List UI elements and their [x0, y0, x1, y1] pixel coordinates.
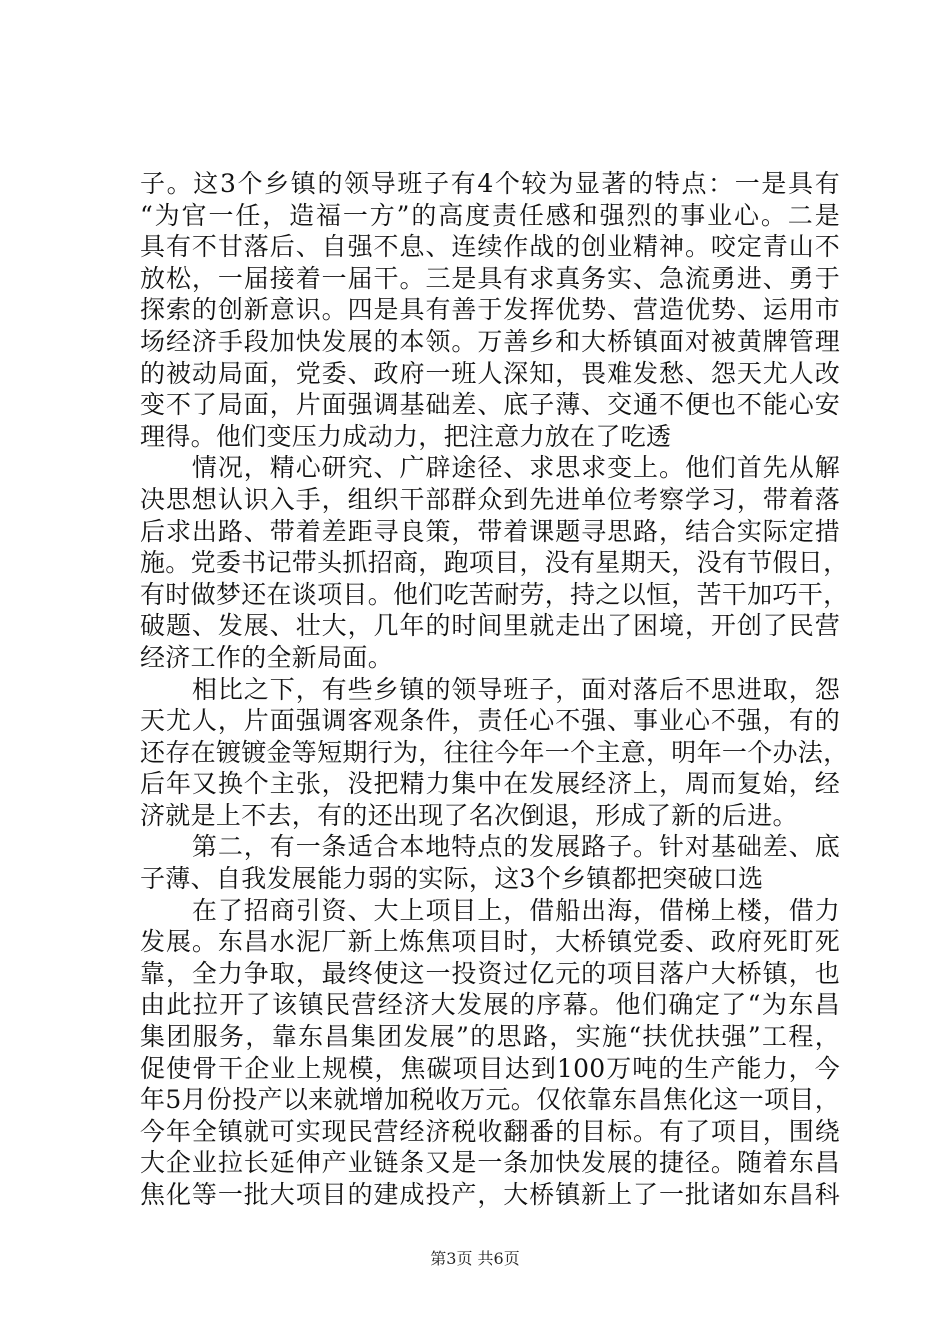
text-line: 放松，一届接着一届干。三是具有求真务实、急流勇进、勇于 — [140, 263, 840, 293]
text-line: 第二，有一条适合本地特点的发展路子。针对基础差、底 — [140, 832, 840, 862]
text-line: 今年全镇就可实现民营经济税收翻番的目标。有了项目，围绕 — [140, 1116, 840, 1146]
document-body — [140, 168, 849, 1211]
text-line: 济就是上不去，有的还出现了名次倒退，形成了新的后进。 — [140, 800, 798, 830]
text-line: 集团服务，靠东昌集团发展”的思路，实施“扶优扶强”工程， — [140, 1022, 840, 1052]
text-line: 经济工作的全新局面。 — [140, 642, 394, 672]
text-line: 情况，精心研究、广辟途径、求思求变上。他们首先从解 — [140, 453, 840, 483]
text-line: 大企业拉长延伸产业链条又是一条加快发展的捷径。随着东昌 — [140, 1148, 840, 1178]
text-line: 天尤人，片面强调客观条件，责任心不强、事业心不强，有的 — [140, 706, 840, 736]
text-line: 由此拉开了该镇民营经济大发展的序幕。他们确定了“为东昌 — [140, 990, 840, 1020]
text-line: 促使骨干企业上规模，焦碳项目达到100万吨的生产能力，今 — [140, 1053, 840, 1083]
text-line: 在了招商引资、大上项目上，借船出海，借梯上楼，借力 — [140, 895, 840, 925]
text-line: 破题、发展、壮大，几年的时间里就走出了困境，开创了民营 — [140, 611, 840, 641]
text-line: 决思想认识入手，组织干部群众到先进单位考察学习，带着落 — [140, 484, 840, 514]
text-line: 有时做梦还在谈项目。他们吃苦耐劳，持之以恒，苦干加巧干， — [140, 579, 849, 609]
page-number-footer: 第3页 共6页 — [430, 1249, 520, 1268]
text-line: 焦化等一批大项目的建成投产，大桥镇新上了一批诸如东昌科 — [140, 1180, 840, 1209]
text-line: 发展。东昌水泥厂新上炼焦项目时，大桥镇党委、政府死盯死 — [140, 927, 840, 957]
text-line: 子薄、自我发展能力弱的实际，这3个乡镇都把突破口选 — [140, 864, 764, 894]
text-line: 变不了局面，片面强调基础差、底子薄、交通不便也不能心安 — [140, 390, 840, 420]
text-line: 后年又换个主张，没把精力集中在发展经济上，周而复始，经 — [140, 769, 840, 799]
text-line: 后求出路、带着差距寻良策，带着课题寻思路，结合实际定措 — [140, 516, 840, 546]
text-line: 具有不甘落后、自强不息、连续作战的创业精神。咬定青山不 — [140, 232, 840, 262]
text-line: 还存在镀镀金等短期行为，往往今年一个主意，明年一个办法， — [140, 737, 849, 767]
text-line: 相比之下，有些乡镇的领导班子，面对落后不思进取，怨 — [140, 674, 840, 704]
text-line: 子。这3个乡镇的领导班子有4个较为显著的特点：一是具有 — [140, 169, 840, 198]
text-line: 的被动局面，党委、政府一班人深知，畏难发愁、怨天尤人改 — [140, 358, 840, 388]
text-line: 探索的创新意识。四是具有善于发挥优势、营造优势、运用市 — [140, 295, 840, 325]
text-line: “为官一任，造福一方”的高度责任感和强烈的事业心。二是 — [140, 200, 840, 230]
text-line: 年5月份投产以来就增加税收万元。仅依靠东昌焦化这一项目， — [140, 1085, 840, 1115]
text-line: 施。党委书记带头抓招商，跑项目，没有星期天，没有节假日， — [140, 548, 849, 578]
text-line: 理得。他们变压力成动力，把注意力放在了吃透 — [140, 421, 672, 451]
text-line: 场经济手段加快发展的本领。万善乡和大桥镇面对被黄牌管理 — [140, 326, 840, 356]
text-line: 靠，全力争取，最终使这一投资过亿元的项目落户大桥镇，也 — [140, 958, 840, 988]
